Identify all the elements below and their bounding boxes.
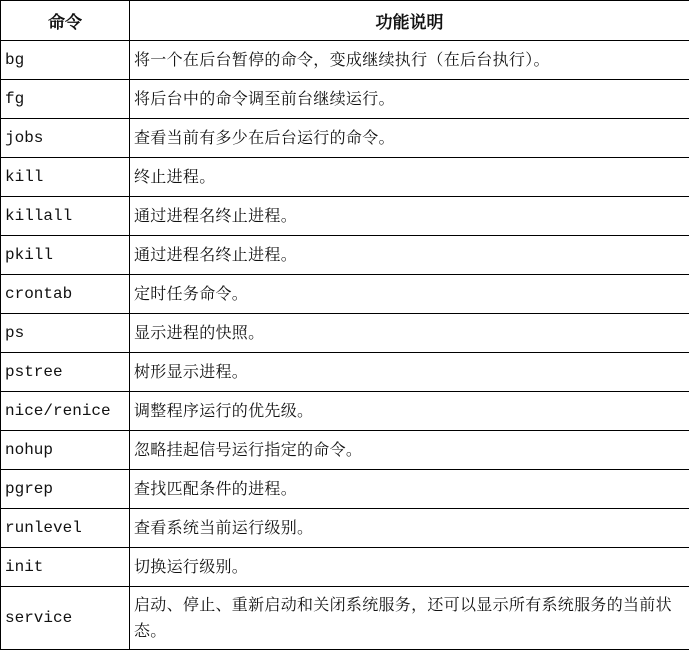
table-row (1, 548, 689, 587)
description-cell: 终止进程。 (130, 158, 689, 197)
command-cell: service (1, 587, 130, 650)
table-row (1, 314, 689, 353)
table-row (1, 80, 689, 119)
description-cell: 通过进程名终止进程。 (130, 236, 689, 275)
description-cell: 通过进程名终止进程。 (130, 197, 689, 236)
description-cell: 定时任务命令。 (130, 275, 689, 314)
command-cell: kill (1, 158, 130, 197)
description-cell: 调整程序运行的优先级。 (130, 392, 689, 431)
command-cell: init (1, 548, 130, 587)
command-cell: fg (1, 80, 130, 119)
header-command: 命令 (1, 1, 130, 41)
command-cell: crontab (1, 275, 130, 314)
table-row (1, 197, 689, 236)
description-cell: 查看系统当前运行级别。 (130, 509, 689, 548)
table-row (1, 119, 689, 158)
command-cell: pkill (1, 236, 130, 275)
command-cell: nice/renice (1, 392, 130, 431)
header-row (1, 1, 689, 41)
table-row (1, 158, 689, 197)
table-row (1, 41, 689, 80)
command-cell: killall (1, 197, 130, 236)
table-row (1, 509, 689, 548)
command-cell: nohup (1, 431, 130, 470)
table-row (1, 275, 689, 314)
description-cell: 将一个在后台暂停的命令，变成继续执行（在后台执行）。 (130, 41, 689, 80)
command-cell: bg (1, 41, 130, 80)
description-cell: 查找匹配条件的进程。 (130, 470, 689, 509)
description-cell: 查看当前有多少在后台运行的命令。 (130, 119, 689, 158)
table-row (1, 431, 689, 470)
description-cell: 忽略挂起信号运行指定的命令。 (130, 431, 689, 470)
header-description: 功能说明 (130, 1, 689, 41)
table-row (1, 392, 689, 431)
command-cell: ps (1, 314, 130, 353)
table-row (1, 236, 689, 275)
table-row (1, 470, 689, 509)
command-cell: pgrep (1, 470, 130, 509)
command-cell: runlevel (1, 509, 130, 548)
description-cell: 将后台中的命令调至前台继续运行。 (130, 80, 689, 119)
description-cell: 切换运行级别。 (130, 548, 689, 587)
description-cell: 启动、停止、重新启动和关闭系统服务，还可以显示所有系统服务的当前状态。 (130, 587, 689, 650)
description-cell: 树形显示进程。 (130, 353, 689, 392)
table-row (1, 587, 689, 650)
description-cell: 显示进程的快照。 (130, 314, 689, 353)
command-cell: pstree (1, 353, 130, 392)
command-cell: jobs (1, 119, 130, 158)
table-row (1, 353, 689, 392)
